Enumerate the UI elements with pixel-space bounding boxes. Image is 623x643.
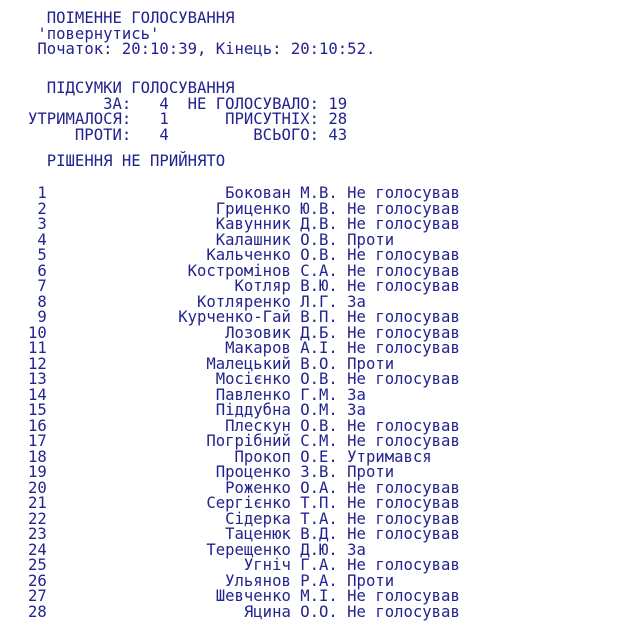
- voter-number: 28: [28, 602, 47, 621]
- voter-name: Піддубна О.М.: [215, 401, 338, 419]
- vote-result: Не голосував: [347, 370, 460, 388]
- decision-section: [28, 154, 225, 170]
- voter-number: 15: [28, 401, 47, 419]
- voter-name: Костромінов С.А.: [187, 261, 338, 280]
- voter-name: Таценюк В.Д.: [225, 525, 338, 543]
- vote-result: Проти: [347, 354, 395, 373]
- voter-number: 27: [28, 587, 47, 605]
- voter-name: Сергієнко Т.П.: [206, 494, 338, 512]
- voter-name: Проценко З.В.: [215, 463, 338, 481]
- summary-title: ПІДСУМКИ ГОЛОСУВАННЯ: [46, 79, 235, 97]
- vote-result: Не голосував: [347, 215, 460, 233]
- vote-result: Не голосував: [347, 323, 460, 342]
- voter-number: 2: [37, 199, 47, 218]
- voter-name: Бокован М.В.: [225, 184, 338, 202]
- vote-result: Не голосував: [347, 339, 460, 357]
- voter-name: Лозовик Д.Б.: [225, 323, 338, 342]
- vote-result: За: [347, 401, 366, 419]
- voter-number: 3: [37, 215, 47, 233]
- voter-name: Сідерка Т.А.: [225, 509, 338, 528]
- voter-number: 8: [37, 292, 47, 311]
- voter-number: 4: [37, 230, 47, 249]
- proty-value: 4: [159, 125, 169, 144]
- voter-number: 23: [28, 525, 47, 543]
- za-label: ЗА:: [103, 94, 132, 113]
- voting-summary: [28, 81, 347, 143]
- vote-result: За: [347, 385, 366, 404]
- vote-result: Не голосував: [347, 602, 460, 621]
- voter-name: Кавунник Д.В.: [215, 215, 338, 233]
- vote-result: Проти: [347, 463, 395, 481]
- voter-name: Котляр В.Ю.: [234, 277, 338, 295]
- voter-name: Плескун О.В.: [225, 416, 338, 435]
- decision-text: РІШЕННЯ НЕ ПРИЙНЯТО: [46, 152, 226, 170]
- voter-number: 17: [28, 432, 47, 450]
- voter-name: Мосієнко О.В.: [215, 370, 338, 388]
- voter-name: Курченко-Гай В.П.: [178, 308, 338, 326]
- vote-result: Не голосував: [347, 509, 460, 528]
- voter-number: 10: [28, 323, 47, 342]
- vote-result: Не голосував: [347, 277, 460, 295]
- voter-list: [28, 186, 460, 620]
- voter-number: 18: [28, 447, 47, 466]
- vsoho-value: 43: [328, 125, 348, 144]
- ne-golosuvalo-label: НЕ ГОЛОСУВАЛО:: [187, 94, 320, 113]
- voter-name: Гриценко Ю.В.: [215, 199, 338, 218]
- voter-name: Угніч Г.А.: [243, 556, 338, 574]
- voter-name: Кальченко О.В.: [206, 246, 338, 264]
- voter-number: 11: [28, 339, 47, 357]
- voter-number: 13: [28, 370, 47, 388]
- voter-name: Котляренко Л.Г.: [196, 292, 338, 311]
- prysutnikh-value: 28: [328, 110, 348, 128]
- vote-result: Не голосував: [347, 416, 460, 435]
- voter-number: 16: [28, 416, 47, 435]
- voter-number: 12: [28, 354, 47, 373]
- voter-name: Прокоп О.Е.: [234, 447, 338, 466]
- ne-golosuvalo-value: 19: [328, 94, 348, 113]
- vote-result: За: [347, 540, 366, 559]
- voter-name: Терещенко Д.Ю.: [206, 540, 338, 559]
- voter-name: Малецький В.О.: [206, 354, 338, 373]
- utrymalosia-value: 1: [159, 110, 169, 128]
- voter-name: Роженко О.А.: [225, 478, 338, 497]
- vote-subject: 'повернутись': [37, 24, 160, 43]
- vote-result: Не голосував: [347, 308, 460, 326]
- summary-row-proty: [28, 125, 348, 144]
- voter-name: Макаров А.І.: [225, 339, 338, 357]
- voter-number: 6: [37, 261, 47, 280]
- voter-name: Яцина О.О.: [243, 602, 338, 621]
- voter-name: Погрібний С.М.: [206, 432, 338, 450]
- vote-result: Не голосував: [347, 261, 460, 280]
- vote-result: Не голосував: [347, 478, 460, 497]
- vote-row: [28, 602, 460, 621]
- prysutnikh-label: ПРИСУТНІХ:: [225, 110, 319, 128]
- vote-result: Не голосував: [347, 587, 460, 605]
- vote-result: Не голосував: [347, 556, 460, 574]
- vote-result: Не голосував: [347, 246, 460, 264]
- utrymalosia-label: УТРИМАЛОСЯ:: [28, 110, 132, 128]
- vote-result: Проти: [347, 571, 395, 590]
- voter-name: Ульянов Р.А.: [225, 571, 338, 590]
- vote-result: Не голосував: [347, 199, 460, 218]
- voter-number: 9: [37, 308, 47, 326]
- voter-number: 24: [28, 540, 47, 559]
- vote-time-range: Початок: 20:10:39, Кінець: 20:10:52.: [37, 40, 376, 58]
- voter-number: 14: [28, 385, 47, 404]
- voter-number: 22: [28, 509, 47, 528]
- za-value: 4: [159, 94, 169, 113]
- vote-result: Не голосував: [347, 432, 460, 450]
- vote-result: Проти: [347, 230, 395, 249]
- protocol-header: [28, 11, 375, 58]
- vote-result: Не голосував: [347, 494, 460, 512]
- vote-result: Не голосував: [347, 184, 460, 202]
- voter-number: 5: [37, 246, 47, 264]
- vote-result: За: [347, 292, 366, 311]
- voter-name: Калашник О.В.: [215, 230, 338, 249]
- vote-result: Утримався: [347, 447, 432, 466]
- voter-number: 7: [37, 277, 47, 295]
- voter-name: Шевченко М.І.: [215, 587, 338, 605]
- voter-number: 25: [28, 556, 47, 574]
- proty-label: ПРОТИ:: [74, 125, 132, 144]
- protocol-title: ПОІМЕННЕ ГОЛОСУВАННЯ: [46, 9, 235, 27]
- voter-number: 26: [28, 571, 47, 590]
- vsoho-label: ВСЬОГО:: [253, 125, 319, 144]
- voter-number: 19: [28, 463, 47, 481]
- voter-number: 20: [28, 478, 47, 497]
- voter-number: 21: [28, 494, 47, 512]
- voter-number: 1: [37, 184, 47, 202]
- vote-result: Не голосував: [347, 525, 460, 543]
- voter-name: Павленко Г.М.: [215, 385, 338, 404]
